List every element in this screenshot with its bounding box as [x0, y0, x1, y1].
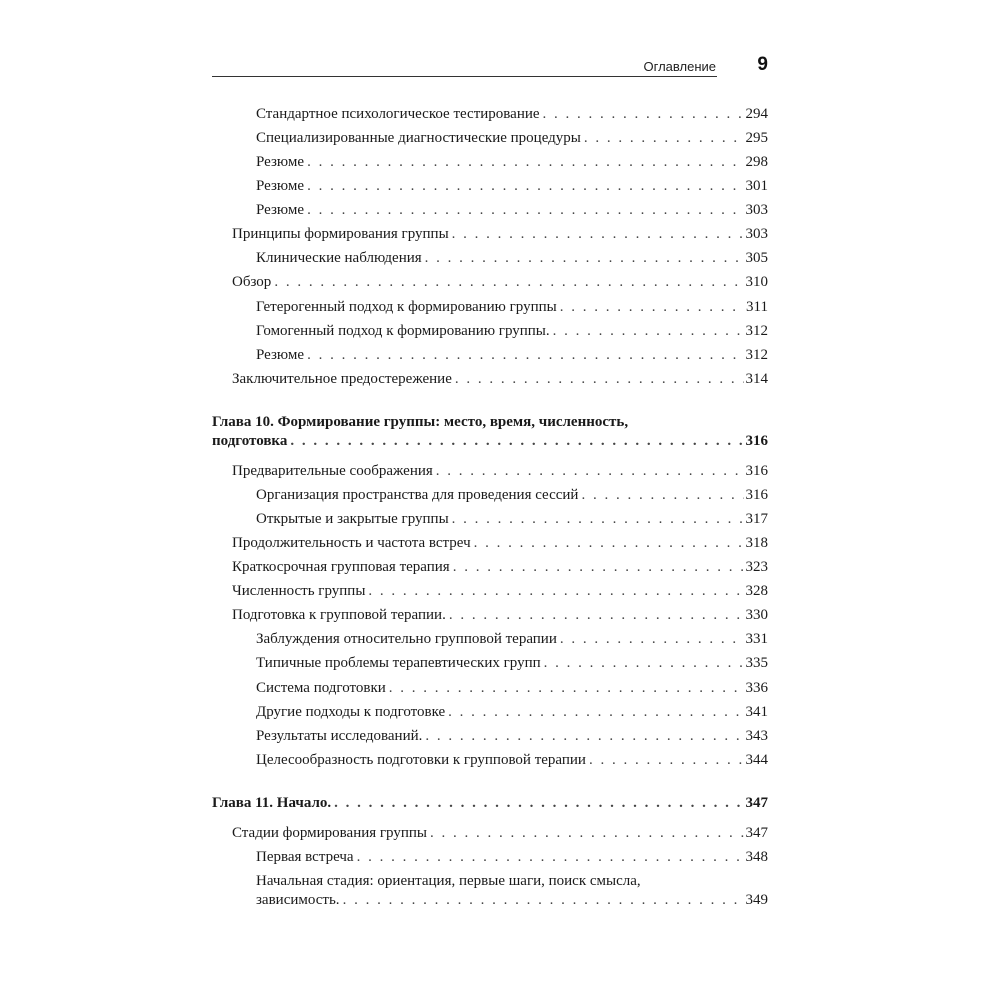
- toc-entry: [232, 271, 768, 293]
- toc-entry-page: 349: [745, 892, 768, 908]
- toc-entry: [256, 889, 768, 911]
- toc-entry-page: 312: [745, 347, 768, 363]
- toc-dot-leader: [560, 296, 744, 318]
- toc-entry-title: Результаты исследований.: [256, 728, 423, 744]
- toc-entry: [256, 749, 768, 771]
- toc-entry-title: Гомогенный подход к формированию группы.: [256, 323, 550, 339]
- toc-entry: [232, 223, 768, 245]
- toc-dot-leader: [589, 749, 744, 771]
- toc-entry-page: 347: [745, 795, 768, 811]
- toc-entry-title: Резюме: [256, 347, 305, 363]
- toc-dot-leader: [334, 792, 743, 814]
- toc-dot-leader: [430, 822, 744, 844]
- toc-entry-page: 330: [745, 607, 768, 623]
- toc-entry: [232, 822, 768, 844]
- toc-entry-page: 305: [745, 250, 768, 266]
- toc-entry-title: Первая встреча: [256, 849, 354, 865]
- toc-dot-leader: [560, 628, 744, 650]
- toc-dot-leader: [274, 271, 743, 293]
- toc-entry-title: подготовка: [212, 433, 288, 449]
- toc-entry-title: Продолжительность и частота встреч: [232, 535, 471, 551]
- toc-entry: [232, 604, 768, 626]
- toc-entry-page: 344: [745, 752, 768, 768]
- toc-entry: [256, 725, 768, 747]
- toc-dot-leader: [436, 460, 744, 482]
- toc-entry-title: зависимость.: [256, 892, 340, 908]
- toc-dot-leader: [455, 368, 744, 390]
- toc-entry: [256, 103, 768, 125]
- toc-entry-page: 311: [746, 299, 768, 315]
- toc-entry-page: 336: [745, 680, 768, 696]
- toc-entry-page: 331: [745, 631, 768, 647]
- toc-dot-leader: [343, 889, 744, 911]
- toc-dot-leader: [290, 430, 743, 452]
- toc-entry-page: 318: [745, 535, 768, 551]
- toc-entry: [256, 151, 768, 173]
- toc-entry: [256, 247, 768, 269]
- toc-entry-page: 310: [745, 274, 768, 290]
- toc-entry-title: Принципы формирования группы: [232, 226, 449, 242]
- toc-entry-page: 348: [745, 849, 768, 865]
- toc-dot-leader: [584, 127, 744, 149]
- toc-dot-leader: [543, 103, 744, 125]
- toc-entry-title: Стадии формирования группы: [232, 825, 427, 841]
- toc-entry: [232, 556, 768, 578]
- toc-entry-page: 301: [745, 178, 768, 194]
- chapter-11-entry: [212, 792, 768, 814]
- toc-entry-title: Открытые и закрытые группы: [256, 511, 449, 527]
- toc-dot-leader: [357, 846, 744, 868]
- chapter-10-entry: [212, 430, 768, 452]
- toc-entry: [256, 344, 768, 366]
- toc-entry-title: Предварительные соображения: [232, 463, 433, 479]
- header-rule: [212, 76, 717, 77]
- toc-entry-page: 316: [745, 433, 768, 449]
- toc-dot-leader: [425, 725, 743, 747]
- toc-entry-page: 314: [745, 371, 768, 387]
- toc-entry: [256, 296, 768, 318]
- toc-entry: [256, 846, 768, 868]
- toc-entry: [232, 580, 768, 602]
- toc-entry-page: 316: [745, 463, 768, 479]
- toc-dot-leader: [449, 604, 744, 626]
- toc-entry-title: Глава 11. Начало.: [212, 795, 332, 811]
- toc-entry-page: 335: [745, 655, 768, 671]
- toc-entry-title: Специализированные диагностические процедуры: [256, 130, 581, 146]
- toc-entry-title: Резюме: [256, 178, 305, 194]
- toc-entry-page: 347: [745, 825, 768, 841]
- toc-dot-leader: [474, 532, 744, 554]
- toc-entry-page: 312: [745, 323, 768, 339]
- toc-dot-leader: [553, 320, 744, 342]
- running-header: [212, 54, 768, 88]
- toc-entry-title: Заключительное предостережение: [232, 371, 452, 387]
- toc-entry-page: 298: [745, 154, 768, 170]
- header-title: Оглавление: [643, 59, 716, 74]
- toc-dot-leader: [452, 508, 744, 530]
- toc-entry-page: 343: [745, 728, 768, 744]
- toc-entry-title-line1: Начальная стадия: ориентация, первые шаги, поиск смысла,: [256, 873, 641, 889]
- toc-entry: [232, 460, 768, 482]
- toc-entry-page: 303: [745, 226, 768, 242]
- toc-entry: [256, 508, 768, 530]
- toc-dot-leader: [307, 199, 743, 221]
- toc-entry: [256, 320, 768, 342]
- toc-dot-leader: [307, 151, 743, 173]
- toc-entry: [256, 127, 768, 149]
- toc-dot-leader: [544, 652, 744, 674]
- toc-entry-title: Другие подходы к подготовке: [256, 704, 446, 720]
- toc-entry: [256, 652, 768, 674]
- page-number: 9: [757, 54, 768, 75]
- toc-entry: [256, 175, 768, 197]
- toc-dot-leader: [389, 677, 744, 699]
- toc-entry-title: Подготовка к групповой терапии.: [232, 607, 446, 623]
- toc-entry-page: 317: [745, 511, 768, 527]
- toc-entry-title: Краткосрочная групповая терапия: [232, 559, 450, 575]
- toc-dot-leader: [425, 247, 744, 269]
- toc-entry-title: Типичные проблемы терапевтических групп: [256, 655, 541, 671]
- toc-dot-leader: [452, 223, 744, 245]
- toc-entry-title: Клинические наблюдения: [256, 250, 422, 266]
- toc-entry: [232, 532, 768, 554]
- toc-entry-title: Гетерогенный подход к формированию группы: [256, 299, 557, 315]
- toc-entry-page: 341: [745, 704, 768, 720]
- toc-entry: [256, 199, 768, 221]
- toc-dot-leader: [307, 175, 743, 197]
- toc-dot-leader: [448, 701, 743, 723]
- chapter-10-title: Глава 10. Формирование группы: место, время, численность,: [212, 414, 629, 430]
- toc-dot-leader: [453, 556, 744, 578]
- toc-entry: [256, 677, 768, 699]
- toc-dot-leader: [307, 344, 743, 366]
- toc-entry-title: Заблуждения относительно групповой терапии: [256, 631, 557, 647]
- toc-entry-page: 316: [745, 487, 768, 503]
- toc-entry-title: Организация пространства для проведения сессий: [256, 487, 579, 503]
- toc-entry-title: Резюме: [256, 154, 305, 170]
- toc-entry-page: 295: [745, 130, 768, 146]
- toc-entry-page: 294: [745, 106, 768, 122]
- toc-entry-title: Стандартное психологическое тестирование: [256, 106, 540, 122]
- toc-dot-leader: [368, 580, 743, 602]
- toc-entry: [256, 484, 768, 506]
- toc-entry-title: Целесообразность подготовки к групповой терапии: [256, 752, 586, 768]
- toc-entry-page: 303: [745, 202, 768, 218]
- toc-entry-page: 328: [745, 583, 768, 599]
- toc-entry: [232, 368, 768, 390]
- toc-entry: [256, 701, 768, 723]
- toc-entry: [256, 628, 768, 650]
- toc-dot-leader: [581, 484, 743, 506]
- toc-entry-title: Резюме: [256, 202, 305, 218]
- toc-entry-title: Обзор: [232, 274, 272, 290]
- toc-entry-title: Численность группы: [232, 583, 366, 599]
- toc-entry-title: Система подготовки: [256, 680, 386, 696]
- toc-entry-page: 323: [745, 559, 768, 575]
